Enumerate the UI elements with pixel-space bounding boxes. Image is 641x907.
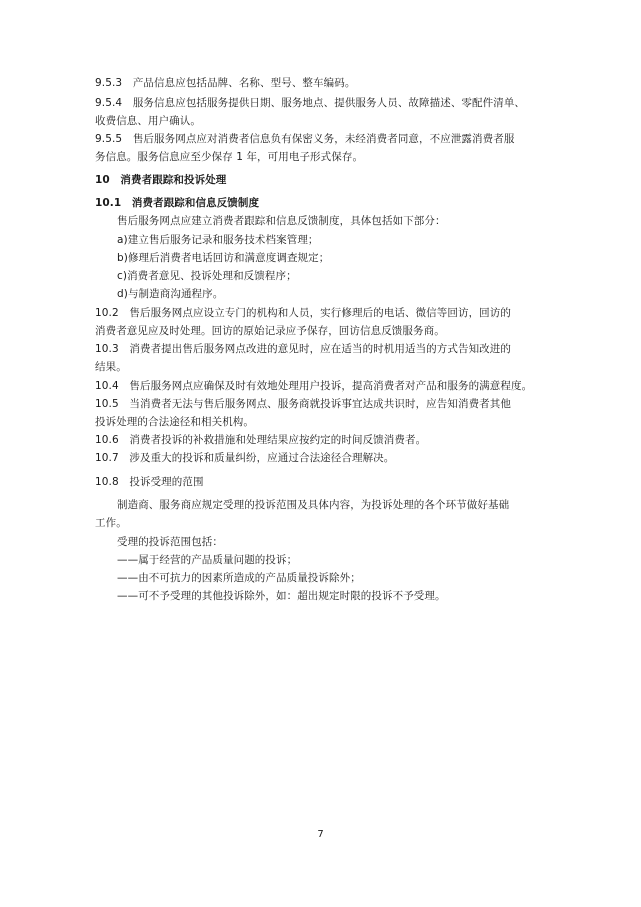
clause-10-6: 10.6 消费者投诉的补救措施和处理结果应按约定的时间反馈消费者。	[95, 434, 427, 446]
scope-item-1: ——属于经营的产品质量问题的投诉；	[117, 554, 298, 566]
list-item-a: a)建立售后服务记录和服务技术档案管理；	[117, 234, 319, 246]
clause-9-5-3: 9.5.3 产品信息应包括品牌、名称、型号、整车编码。	[95, 77, 356, 89]
clause-10-8-body: 制造商、服务商应规定受理的投诉范围及具体内容，为投诉处理的各个环节做好基础	[117, 499, 510, 511]
list-item-d: d)与制造商沟通程序。	[117, 288, 224, 300]
clause-10-5: 10.5 当消费者无法与售后服务网点、服务商就投诉事宜达成共识时，应告知消费者其他	[95, 398, 511, 410]
list-item-b: b)修理后消费者电话回访和满意度调查规定；	[117, 252, 330, 264]
clause-10-4: 10.4 售后服务网点应确保及时有效地处理用户投诉，提高消费者对产品和服务的满意程度。	[95, 380, 533, 392]
clause-10-5-cont: 投诉处理的合法途径和相关机构。	[95, 416, 254, 428]
clause-10-7: 10.7 涉及重大的投诉和质量纠纷，应通过合法途径合理解决。	[95, 452, 395, 464]
clause-10-8-heading: 10.8 投诉受理的范围	[95, 476, 204, 488]
page-number: 7	[317, 829, 324, 840]
scope-item-3: ——可不予受理的其他投诉除外，如：超出规定时限的投诉不予受理。	[117, 590, 446, 602]
clause-10-1-body: 售后服务网点应建立消费者跟踪和信息反馈制度，具体包括如下部分：	[117, 215, 446, 227]
clause-9-5-5: 9.5.5 售后服务网点应对消费者信息负有保密义务，未经消费者同意，不应泄露消费者服	[95, 133, 515, 145]
clause-9-5-4: 9.5.4 服务信息应包括服务提供日期、服务地点、提供服务人员、故障描述、零配件清单、	[95, 97, 526, 109]
clause-9-5-4-cont: 收费信息、用户确认。	[95, 115, 201, 127]
scope-intro: 受理的投诉范围包括：	[117, 536, 223, 548]
clause-10-2: 10.2 售后服务网点应设立专门的机构和人员，实行修理后的电话、微信等回访，回访的	[95, 307, 511, 319]
clause-10-2-cont: 消费者意见应及时处理。回访的原始记录应予保存，回访信息反馈服务商。	[95, 325, 445, 337]
clause-10-8-body-cont: 工作。	[95, 517, 127, 529]
clause-10-3-cont: 结果。	[95, 361, 127, 373]
section-10-heading: 10 消费者跟踪和投诉处理	[95, 174, 227, 186]
clause-10-3: 10.3 消费者提出售后服务网点改进的意见时，应在适当的时机用适当的方式告知改进的	[95, 343, 511, 355]
list-item-c: c)消费者意见、投诉处理和反馈程序；	[117, 270, 297, 282]
clause-9-5-5-cont: 务信息。服务信息应至少保存 1 年，可用电子形式保存。	[95, 151, 364, 163]
clause-10-1-heading: 10.1 消费者跟踪和信息反馈制度	[95, 197, 260, 209]
scope-item-2: ——由不可抗力的因素所造成的产品质量投诉除外；	[117, 572, 361, 584]
